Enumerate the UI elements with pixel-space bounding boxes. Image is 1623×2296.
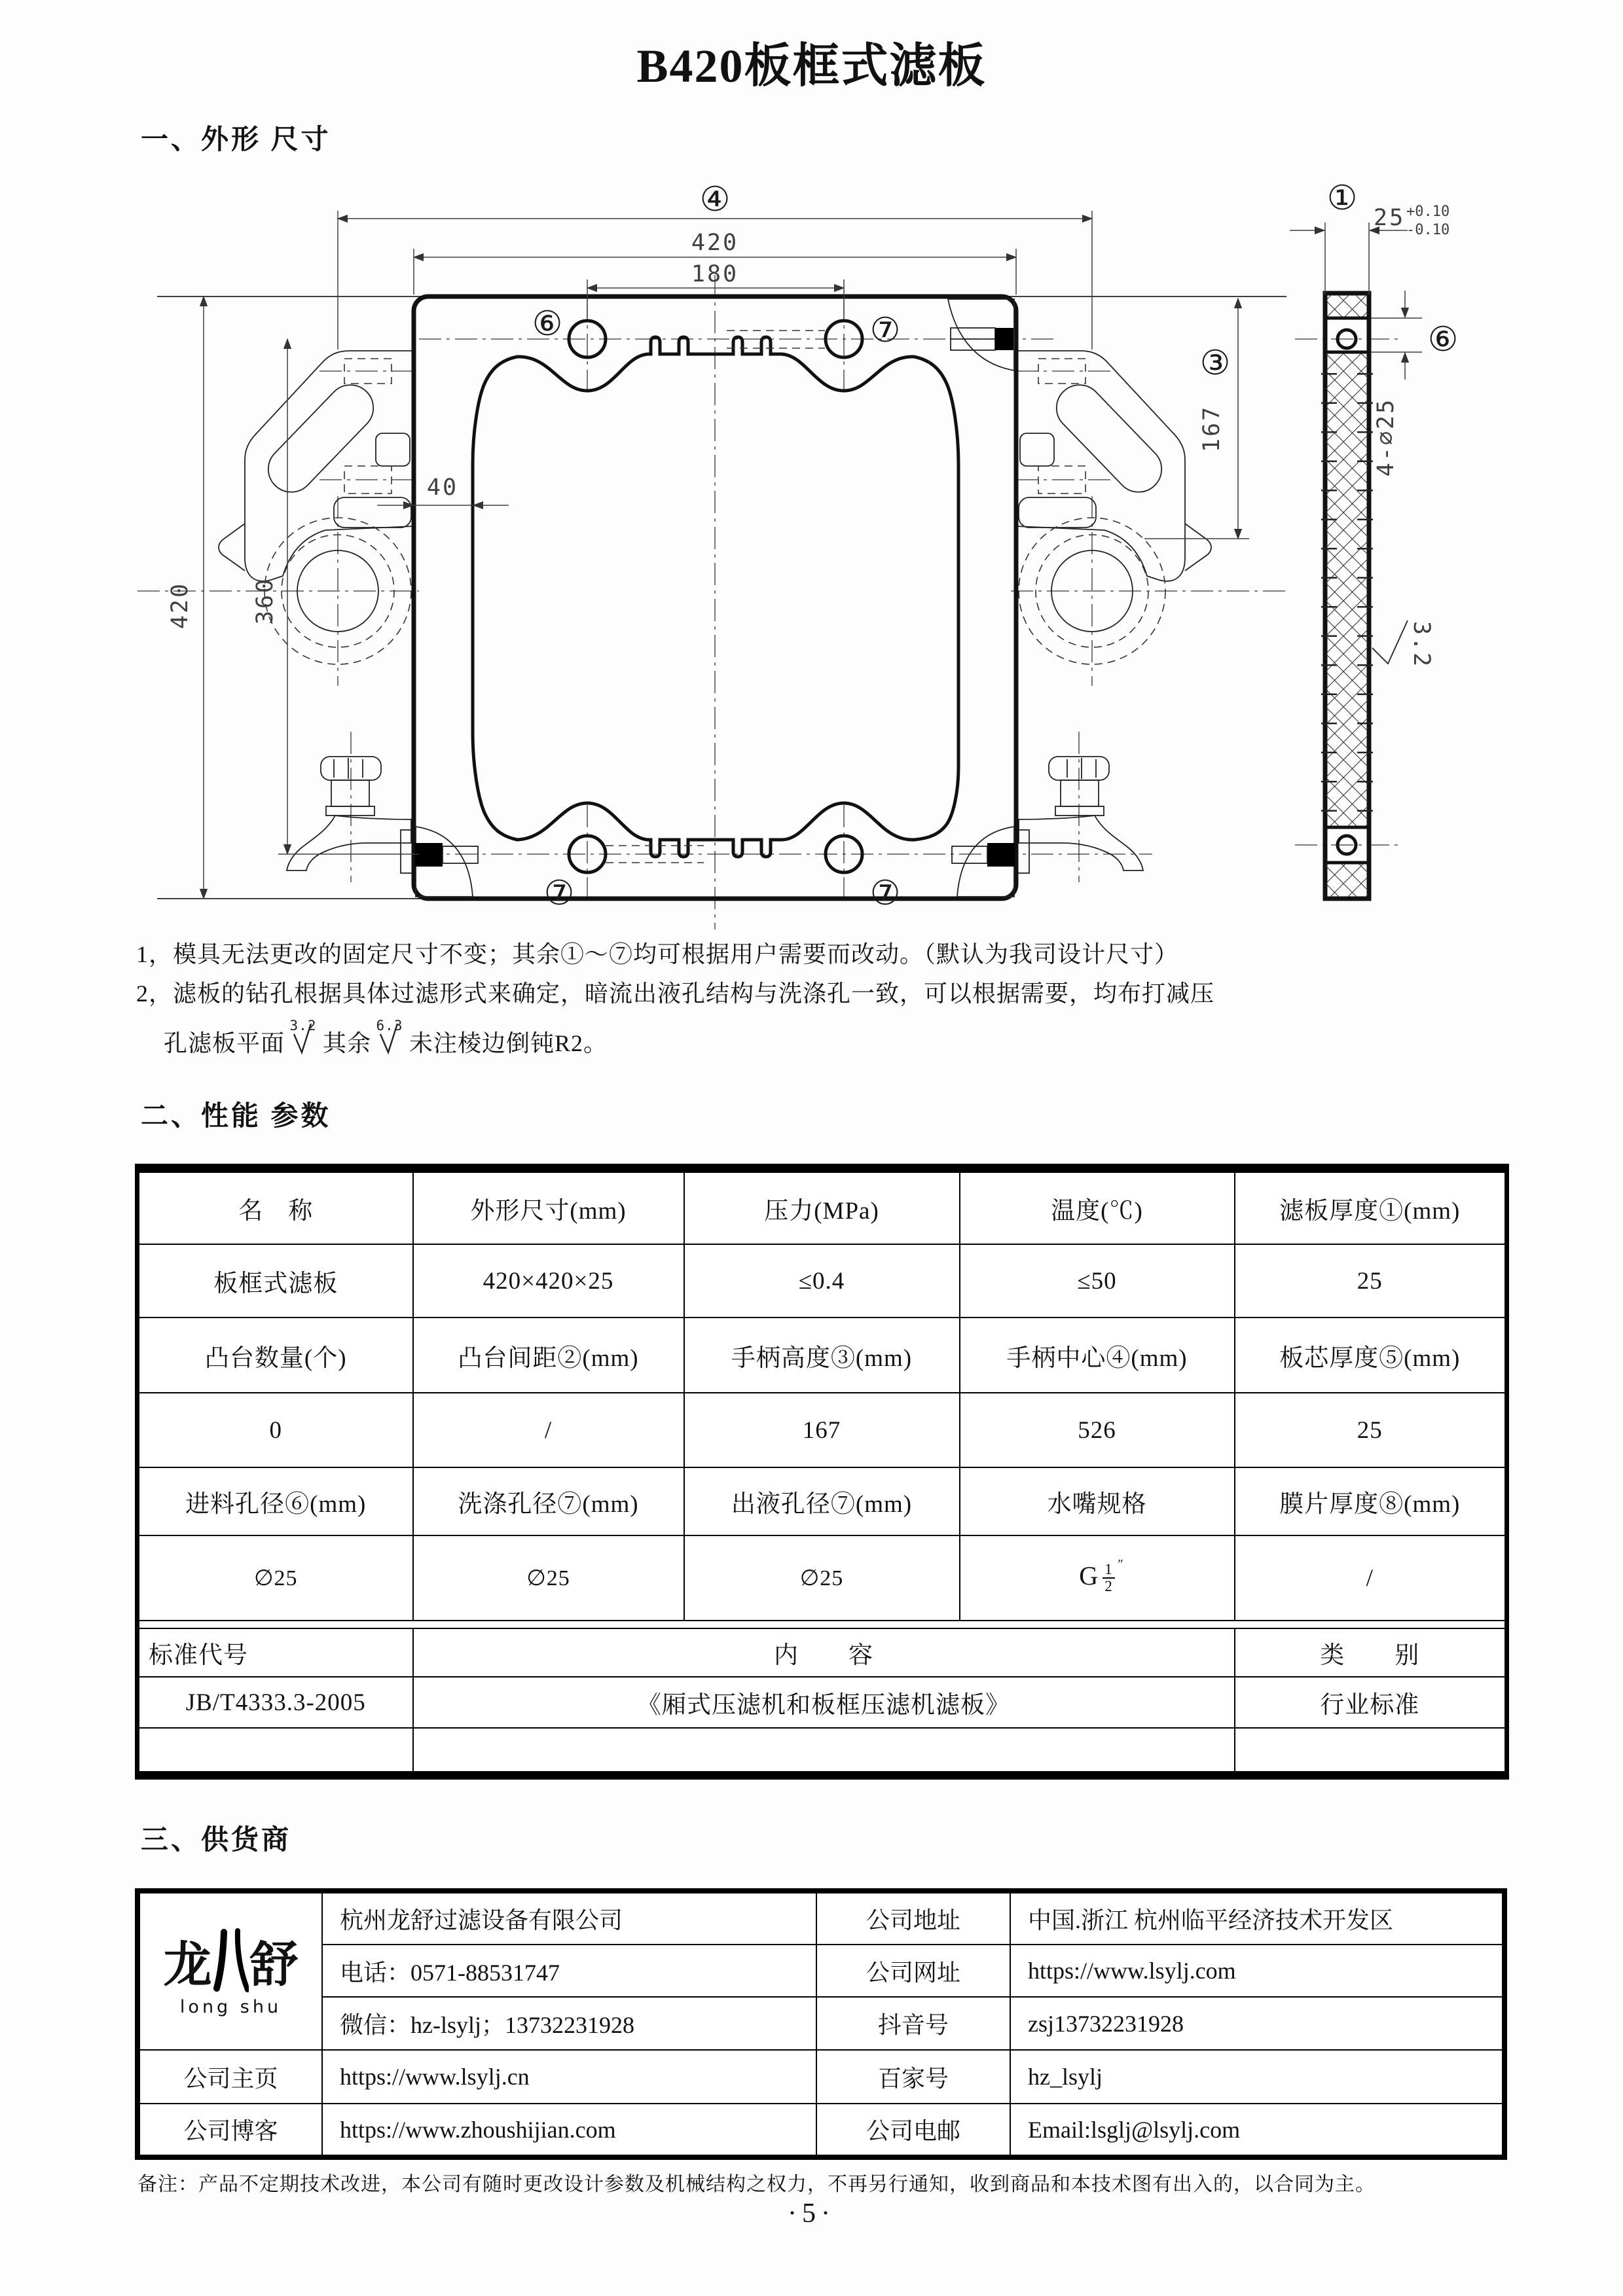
company-logo: 龙 舒 long shu xyxy=(140,1926,321,2017)
performance-table xyxy=(135,1164,1509,1780)
value-cell: JB/T4333.3-2005 xyxy=(137,1677,413,1728)
table-row xyxy=(137,1467,1507,1535)
field-label: 公司博客 xyxy=(137,2104,322,2157)
label-7-bottom-left: ⑦ xyxy=(543,874,575,913)
page-title: B420板框式滤板 xyxy=(636,40,987,92)
dim-25-tol-plus: +0.10 xyxy=(1406,204,1450,220)
technical-drawing xyxy=(111,169,1539,931)
label-7-bottom-right: ⑦ xyxy=(869,874,901,913)
baijia-id: hz_lsylj xyxy=(1010,2050,1504,2104)
table-row xyxy=(137,1891,1504,1945)
dim-180: 180 xyxy=(691,261,739,287)
table-row xyxy=(137,1535,1507,1621)
table-row xyxy=(137,1677,1507,1728)
value-cell: ∅25 xyxy=(684,1535,960,1621)
value-cell-water-nozzle: G 1 ″ 2 xyxy=(960,1535,1235,1621)
footer-note: 备注：产品不定期技术改进，本公司有随时更改设计参数及机械结构之权力，不再另行通知，收到商品和本技术图有出入的，以合同为主。 xyxy=(137,2174,1376,2195)
note-1: 1，模具无法更改的固定尺寸不变；其余①～⑦均可根据用户需要而改动。（默认为我司设计尺寸） xyxy=(136,941,1179,967)
section-heading-dimensions: 一、外形 尺寸 xyxy=(141,125,331,155)
value-cell: 526 xyxy=(960,1393,1235,1467)
dim-167: 167 xyxy=(1199,404,1225,453)
dim-360: 360 xyxy=(252,577,278,625)
value-cell: 25 xyxy=(1235,1244,1507,1318)
header-cell: 名 称 xyxy=(137,1168,413,1244)
logo-mark xyxy=(213,1928,249,1994)
header-cell: 手柄中心④(mm) xyxy=(960,1318,1235,1393)
header-cell: 类 别 xyxy=(1235,1628,1507,1677)
side-roughness-value: 3.2 xyxy=(1408,620,1434,669)
phone: 电话：0571-88531747 xyxy=(322,1945,816,1997)
svg-text:3.2: 3.2 xyxy=(289,1018,317,1033)
label-3: ③ xyxy=(1199,344,1231,383)
value-cell: / xyxy=(1235,1535,1507,1621)
value-cell: / xyxy=(413,1393,684,1467)
label-6-side: ⑥ xyxy=(1427,320,1459,359)
value-cell: 行业标准 xyxy=(1235,1677,1507,1728)
homepage-url: https://www.lsylj.cn xyxy=(322,2050,816,2104)
header-cell: 板芯厚度⑤(mm) xyxy=(1235,1318,1507,1393)
header-cell: 进料孔径⑥(mm) xyxy=(137,1467,413,1535)
value-cell: 板框式滤板 xyxy=(137,1244,413,1318)
blog-url: https://www.zhoushijian.com xyxy=(322,2104,816,2157)
value-cell: ∅25 xyxy=(137,1535,413,1621)
dim-4-d25: 4-∅25 xyxy=(1373,397,1399,477)
label-4: ④ xyxy=(699,180,731,219)
fraction-one-half: 1 ″ 2 xyxy=(1103,1562,1115,1594)
dim-420-left: 420 xyxy=(167,581,193,630)
field-label: 公司地址 xyxy=(816,1891,1010,1945)
website-url: https://www.lsylj.com xyxy=(1010,1945,1504,1997)
section-heading-parameters: 二、性能 参数 xyxy=(141,1102,331,1132)
separator-row xyxy=(137,1621,1507,1628)
table-row xyxy=(137,1393,1507,1467)
section-heading-supplier: 三、供货商 xyxy=(141,1825,292,1856)
header-cell: 膜片厚度⑧(mm) xyxy=(1235,1467,1507,1535)
field-label: 百家号 xyxy=(816,2050,1010,2104)
header-cell: 温度(℃) xyxy=(960,1168,1235,1244)
header-cell: 洗涤孔径⑦(mm) xyxy=(413,1467,684,1535)
roughness-symbol-side xyxy=(1372,620,1408,664)
header-cell: 内 容 xyxy=(413,1628,1235,1677)
edge-connector-bottom-left xyxy=(415,843,478,867)
value-cell: ∅25 xyxy=(413,1535,684,1621)
field-label: 公司主页 xyxy=(137,2050,322,2104)
table-row xyxy=(137,1244,1507,1318)
dimension-lines xyxy=(194,211,1422,899)
label-7-front: ⑦ xyxy=(869,311,901,350)
dim-420-top: 420 xyxy=(691,230,739,256)
edge-connector-bottom-right xyxy=(952,843,1015,867)
field-label: 公司电邮 xyxy=(816,2104,1010,2157)
field-label: 抖音号 xyxy=(816,1997,1010,2050)
side-view xyxy=(1325,293,1408,899)
dim-40: 40 xyxy=(426,475,459,501)
table-row xyxy=(137,1628,1507,1677)
header-cell: 外形尺寸(mm) xyxy=(413,1168,684,1244)
douyin-id: zsj13732231928 xyxy=(1010,1997,1504,2050)
value-cell: ≤0.4 xyxy=(684,1244,960,1318)
header-cell: 压力(MPa) xyxy=(684,1168,960,1244)
label-6-front: ⑥ xyxy=(532,304,563,344)
table-row xyxy=(137,1318,1507,1393)
header-cell: 滤板厚度①(mm) xyxy=(1235,1168,1507,1244)
header-cell: 水嘴规格 xyxy=(960,1467,1235,1535)
note-2-line1: 2，滤板的钻孔根据具体过滤形式来确定，暗流出液孔结构与洗涤孔一致，可以根据需要，均布打减压 xyxy=(136,980,1215,1007)
table-row xyxy=(137,1997,1504,2050)
empty-row xyxy=(137,1728,1507,1775)
dim-25-tol-minus: -0.10 xyxy=(1406,222,1450,238)
company-logo-cell xyxy=(137,1891,322,2050)
header-cell: 手柄高度③(mm) xyxy=(684,1318,960,1393)
table-row xyxy=(137,2104,1504,2157)
wechat: 微信：hz-lsylj；13732231928 xyxy=(322,1997,816,2050)
value-cell: 0 xyxy=(137,1393,413,1467)
value-cell: 420×420×25 xyxy=(413,1244,684,1318)
edge-connector-top-right xyxy=(951,328,1013,350)
label-1-side: ① xyxy=(1326,179,1358,218)
table-row xyxy=(137,1945,1504,1997)
header-cell: 凸台数量(个) xyxy=(137,1318,413,1393)
value-cell: ≤50 xyxy=(960,1244,1235,1318)
header-cell: 标准代号 xyxy=(137,1628,413,1677)
page-number: ·5· xyxy=(788,2198,835,2229)
email: Email:lsglj@lsylj.com xyxy=(1010,2104,1504,2157)
table-row xyxy=(137,1168,1507,1244)
value-cell: 167 xyxy=(684,1393,960,1467)
value-cell: 《厢式压滤机和板框压滤机滤板》 xyxy=(413,1677,1235,1728)
value-cell: 25 xyxy=(1235,1393,1507,1467)
field-value: 中国.浙江 杭州临平经济技术开发区 xyxy=(1010,1891,1504,1945)
header-cell: 出液孔径⑦(mm) xyxy=(684,1467,960,1535)
supplier-table xyxy=(135,1888,1507,2160)
drawing-labels xyxy=(167,179,1458,913)
table-row xyxy=(137,2050,1504,2104)
roughness-symbol-3-2 xyxy=(289,1018,319,1068)
filter-mesh-area xyxy=(473,337,958,857)
company-name: 杭州龙舒过滤设备有限公司 xyxy=(322,1891,816,1945)
note-2-line2: 孔滤板平面 3.2 其余 6.3 未注棱边倒钝R2。 xyxy=(136,1013,1524,1063)
roughness-symbol-6-3 xyxy=(375,1018,405,1068)
header-cell: 凸台间距②(mm) xyxy=(413,1318,684,1393)
field-label: 公司网址 xyxy=(816,1945,1010,1997)
svg-text:6.3: 6.3 xyxy=(376,1018,403,1033)
dim-25: 25 xyxy=(1374,205,1406,231)
drawing-notes xyxy=(136,935,1524,1063)
